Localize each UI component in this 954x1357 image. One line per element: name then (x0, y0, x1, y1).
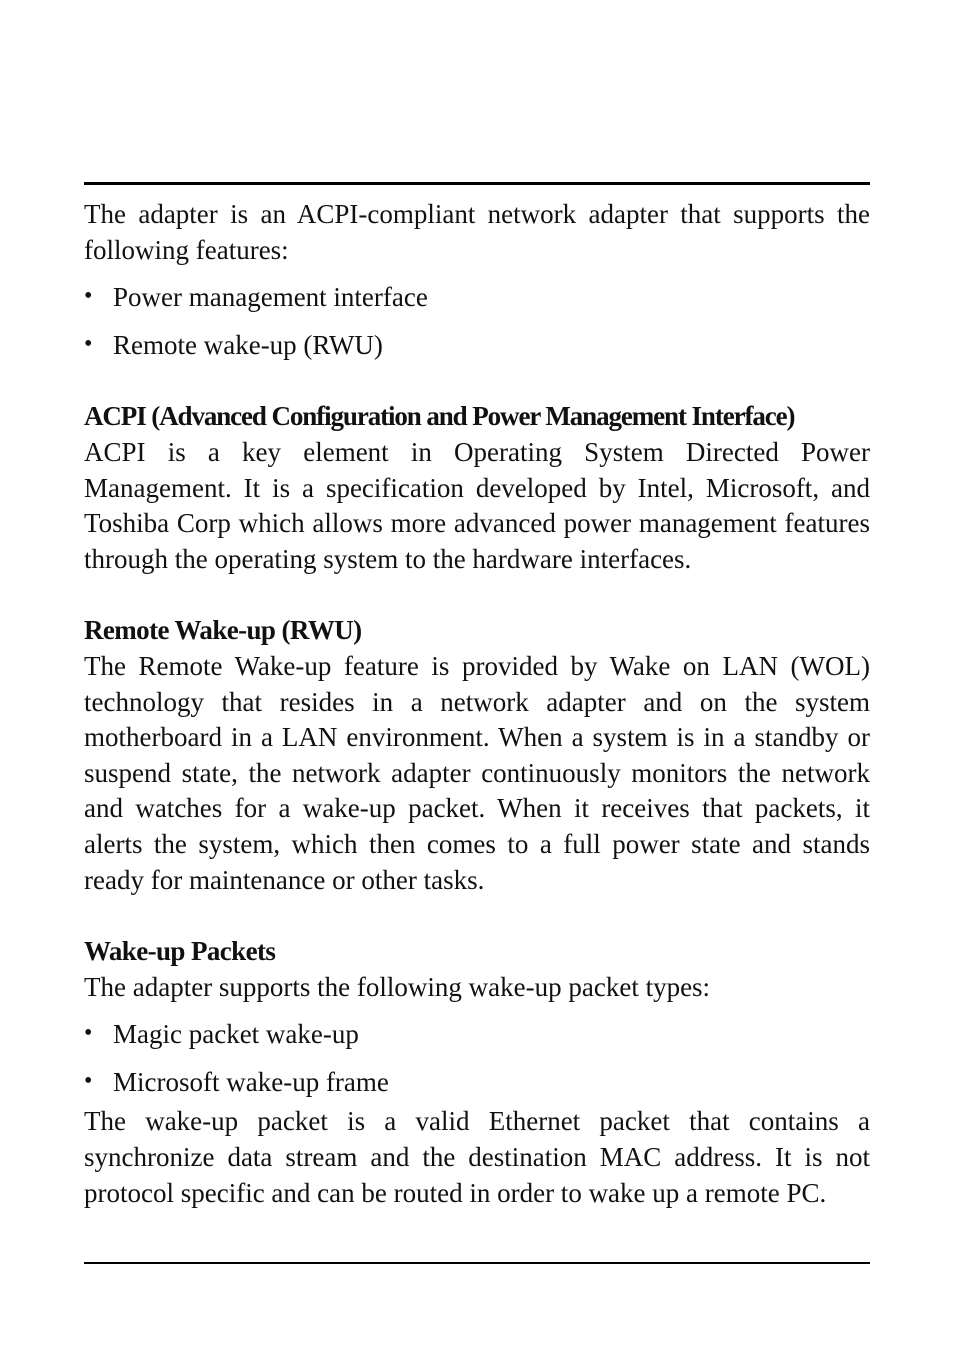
bullet-icon: • (84, 283, 93, 310)
acpi-body: ACPI is a key element in Operating System Directed Power Management. It is a specification developed by Intel, Microsoft, and Toshiba Corp which allows more advanced power management features through the operating system to the hardware interfaces. (84, 436, 870, 574)
rwu-heading: Remote Wake-up (RWU) (84, 615, 362, 646)
page-content (84, 197, 870, 1211)
top-rule (84, 182, 870, 185)
feature-list (84, 280, 870, 363)
bottom-rule (84, 1262, 870, 1264)
list-item (84, 328, 870, 364)
acpi-section (84, 399, 870, 577)
packet-type-microsoft: Microsoft wake-up frame (113, 1066, 389, 1097)
feature-item-power-management: Power management interface (113, 282, 428, 313)
wakeup-packets-section (84, 934, 870, 1211)
rwu-body: The Remote Wake-up feature is provided by Wake on LAN (WOL) technology that resides in a network adapter and on the system motherboard in a LAN environment. When a system is in a standby or suspend state, the network adapter continuously monitors the network and watches for a wake-up packet. When it receives that packets, it alerts the system, which then comes to a full power state and stands ready for maintenance or other tasks. (84, 650, 870, 895)
bullet-icon: • (84, 1067, 93, 1094)
packet-type-magic: Magic packet wake-up (113, 1019, 359, 1050)
wakeup-packets-heading: Wake-up Packets (84, 936, 276, 967)
packet-type-list (84, 1017, 870, 1100)
wakeup-packets-body: The wake-up packet is a valid Ethernet packet that contains a synchronize data stream and the destination MAC address. It is not protocol specific and can be routed in order to wake up a remote PC. (84, 1106, 870, 1208)
rwu-section (84, 613, 870, 898)
intro-paragraph: The adapter is an ACPI-compliant network adapter that supports the following features: (84, 199, 870, 265)
list-item (84, 280, 870, 316)
wakeup-packets-intro: The adapter supports the following wake-up packet types: (84, 971, 711, 1002)
feature-item-remote-wakeup: Remote wake-up (RWU) (113, 329, 383, 360)
list-item (84, 1017, 870, 1053)
acpi-heading: ACPI (Advanced Configuration and Power Management Interface) (84, 401, 795, 432)
list-item (84, 1065, 870, 1101)
bullet-icon: • (84, 330, 93, 357)
bullet-icon: • (84, 1020, 93, 1047)
